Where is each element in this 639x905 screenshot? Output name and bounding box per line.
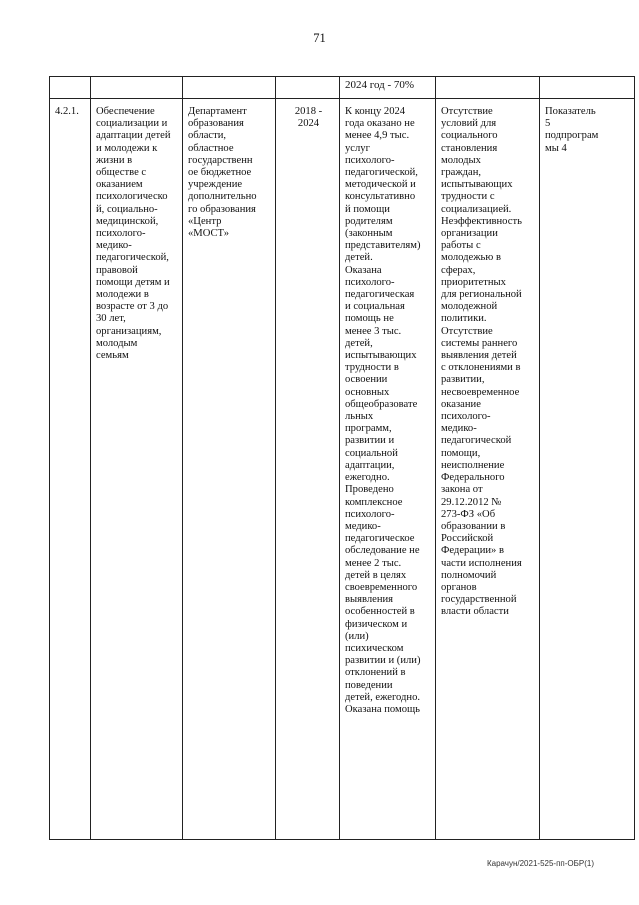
table-cell [91, 77, 183, 99]
expected-result-cell [340, 99, 436, 840]
page-number: 71 [313, 31, 326, 45]
table-cell [276, 77, 340, 99]
indicator-text: Показатель 5 подпрограм мы 4 [545, 106, 599, 154]
activity-name-cell [91, 99, 183, 840]
table-cell [540, 77, 635, 99]
activity-number-cell [50, 99, 91, 840]
table-continuation-row [50, 77, 635, 99]
period-text: 2018 - 2024 [294, 106, 323, 130]
period-cell [276, 99, 340, 840]
program-activities-table [49, 76, 635, 840]
indicator-cell [540, 99, 635, 840]
document-code: Карачун/2021-525-пп-ОБР(1) [486, 859, 594, 868]
activity-number: 4.2.1. [55, 106, 79, 117]
table-cell [436, 77, 540, 99]
executor-text: Департамент образования области, областное государственн ое бюджетное учреждение дополнительно го образования «Центр «МОСТ» [188, 106, 257, 240]
table-cell [183, 77, 276, 99]
table-cell [50, 77, 91, 99]
activity-name: Обеспечение социализации и адаптации детей и молодежи к жизни в обществе с оказанием психологическо й, социально- медицинской, психолого- медико- педагогической, правовой помощи детям и молодежи в возрасте от 3 до 30 лет, организациям, молодым семьям [96, 106, 171, 362]
table-row [50, 99, 635, 840]
expected-result-text: К концу 2024 года оказано не менее 4,9 тыс. услуг психолого- педагогической, методической и консультативно й помощи родителям (законным представителям) детей. Оказана психолого- педагогическая и социальная помощь не менее 3 тыс. детей, испытывающих трудности в освоении основных общеобразовате льных программ, развитии и социальной адаптации, ежегодно. Проведено комплексное психолого- медико- педагогическое обследование не менее 2 тыс. детей в целях своевременного выявления особенностей в физическом и (или) психическом развитии и (или) отклонений в поведении детей, ежегодно. Оказана помощь [345, 106, 421, 715]
executor-cell [183, 99, 276, 840]
consequences-cell [436, 99, 540, 840]
consequences-text: Отсутствие условий для социального становления молодых граждан, испытывающих трудности с социализацией. Неэффективность организации работы с молодежью в сферах, приоритетных для региональной молодежной политики. Отсутствие системы раннего выявления детей с отклонениями в развитии, несвоевременное оказание психолого- медико- педагогической помощи, неисполнение Федерального закона от 29.12.2012 № 273-ФЗ «Об образовании в Российской Федерации» в части исполнения полномочий органов государственной власти области [441, 106, 522, 618]
table-cell-result-continuation: 2024 год - 70% [340, 77, 436, 99]
